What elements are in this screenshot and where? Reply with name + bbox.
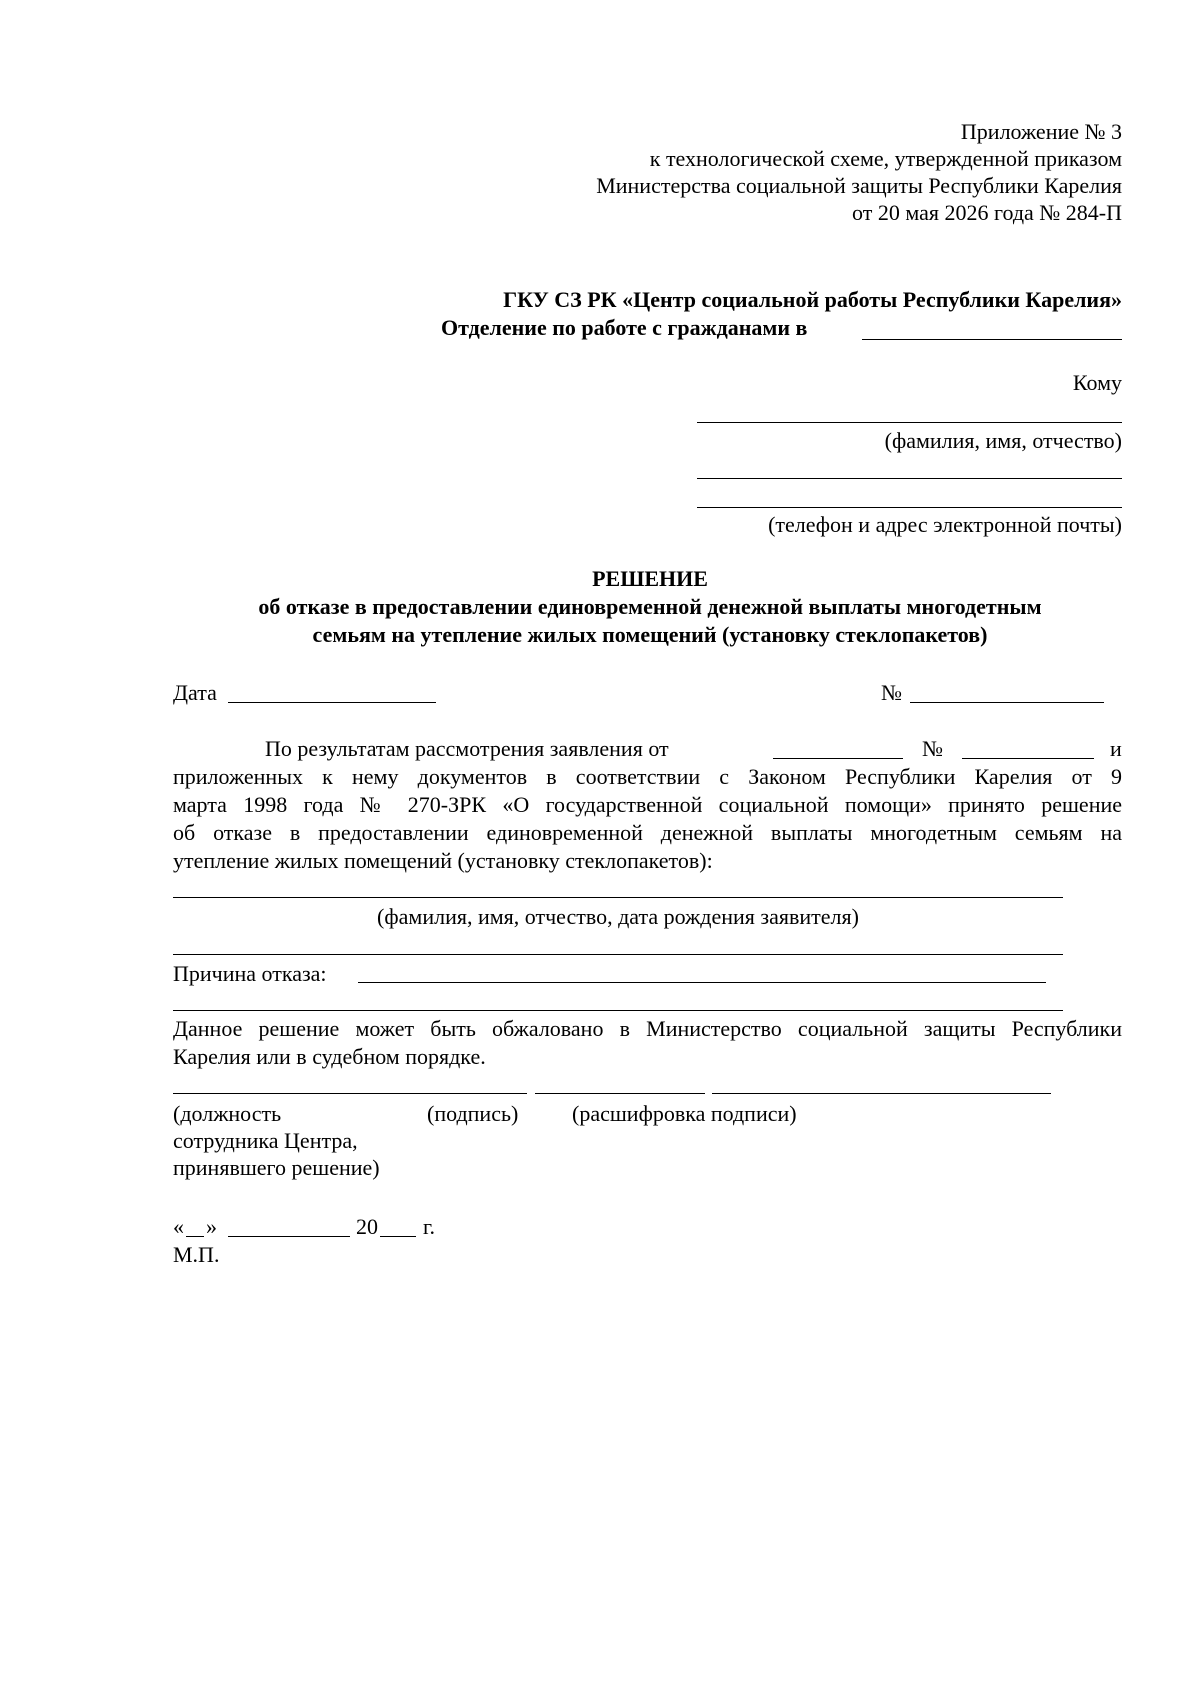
body-line-1-and: и: [1110, 736, 1122, 761]
recipient-contacts-line: [697, 507, 1122, 508]
seal-label: М.П.: [173, 1242, 220, 1267]
position-caption-line-2: сотрудника Центра,: [173, 1128, 358, 1153]
footer-day-blank[interactable]: [186, 1236, 204, 1237]
appeal-line-1: Данное решение может быть обжаловано в Министерство социальной защиты Республики: [173, 1016, 1122, 1041]
document-title: РЕШЕНИЕ: [592, 566, 708, 591]
recipient-fio-line: [697, 422, 1122, 423]
refusal-reason-extra-line[interactable]: [173, 1010, 1063, 1011]
appendix-ministry: Министерства социальной защиты Республики Карелия: [596, 173, 1122, 198]
footer-year-suffix: г.: [423, 1214, 436, 1239]
number-label: №: [881, 680, 902, 705]
to-label: Кому: [1072, 370, 1122, 395]
footer-date-close-quote: »: [206, 1214, 217, 1239]
body-line-3: марта 1998 года № 270-ЗРК «О государственной социальной помощи» принято решение: [173, 792, 1122, 817]
position-caption-line-1: (должность: [173, 1101, 282, 1126]
appendix-order-date: от 20 мая 2026 года № 284-П: [852, 200, 1122, 225]
applicant-caption: (фамилия, имя, отчество, дата рождения заявителя): [377, 904, 859, 929]
body-line-2: приложенных к нему документов в соответствии с Законом Республики Карелия от 9: [173, 764, 1122, 789]
recipient-contacts-caption: (телефон и адрес электронной почты): [768, 512, 1122, 537]
number-blank-line[interactable]: [910, 702, 1104, 703]
application-number-blank[interactable]: [962, 758, 1094, 759]
position-caption: [173, 1100, 380, 1181]
department-label: Отделение по работе с гражданами в: [441, 315, 808, 340]
document-subtitle-line-2: семьям на утепление жилых помещений (установку стеклопакетов): [312, 622, 988, 647]
applicant-blank-line[interactable]: [173, 897, 1063, 898]
applicant-extra-line[interactable]: [173, 954, 1063, 955]
footer-year-prefix: 20: [356, 1214, 378, 1239]
appendix-header: [400, 118, 1122, 226]
refusal-reason-label: Причина отказа:: [173, 961, 327, 986]
body-line-4: об отказе в предоставлении единовременной денежной выплаты многодетным семьям на: [173, 820, 1122, 845]
organization-name: ГКУ СЗ РК «Центр социальной работы Республики Карелия»: [503, 287, 1122, 312]
application-number-label: №: [922, 736, 943, 761]
position-signature-line[interactable]: [173, 1093, 527, 1094]
decoding-signature-line[interactable]: [712, 1093, 1051, 1094]
application-date-blank[interactable]: [773, 758, 903, 759]
recipient-fio-caption: (фамилия, имя, отчество): [884, 428, 1122, 453]
date-label: Дата: [173, 680, 217, 705]
footer-date-open-quote: «: [173, 1214, 184, 1239]
footer-month-blank[interactable]: [228, 1236, 350, 1237]
refusal-reason-blank[interactable]: [358, 982, 1046, 983]
body-line-1-start: По результатам рассмотрения заявления от: [265, 736, 669, 761]
date-blank-line[interactable]: [228, 702, 436, 703]
position-caption-line-3: принявшего решение): [173, 1155, 380, 1180]
decoding-caption: (расшифровка подписи): [572, 1101, 797, 1126]
body-line-5: утепление жилых помещений (установку стеклопакетов):: [173, 848, 713, 873]
department-blank-line: [862, 339, 1122, 340]
recipient-address-line: [697, 478, 1122, 479]
footer-year-blank[interactable]: [380, 1236, 416, 1237]
appeal-line-2: Карелия или в судебном порядке.: [173, 1044, 486, 1069]
document-subtitle-line-1: об отказе в предоставлении единовременной денежной выплаты многодетным: [258, 594, 1042, 619]
signature-line[interactable]: [535, 1093, 705, 1094]
appendix-number: Приложение № 3: [960, 119, 1122, 144]
signature-caption: (подпись): [427, 1101, 519, 1126]
appendix-scheme: к технологической схеме, утвержденной приказом: [649, 146, 1122, 171]
